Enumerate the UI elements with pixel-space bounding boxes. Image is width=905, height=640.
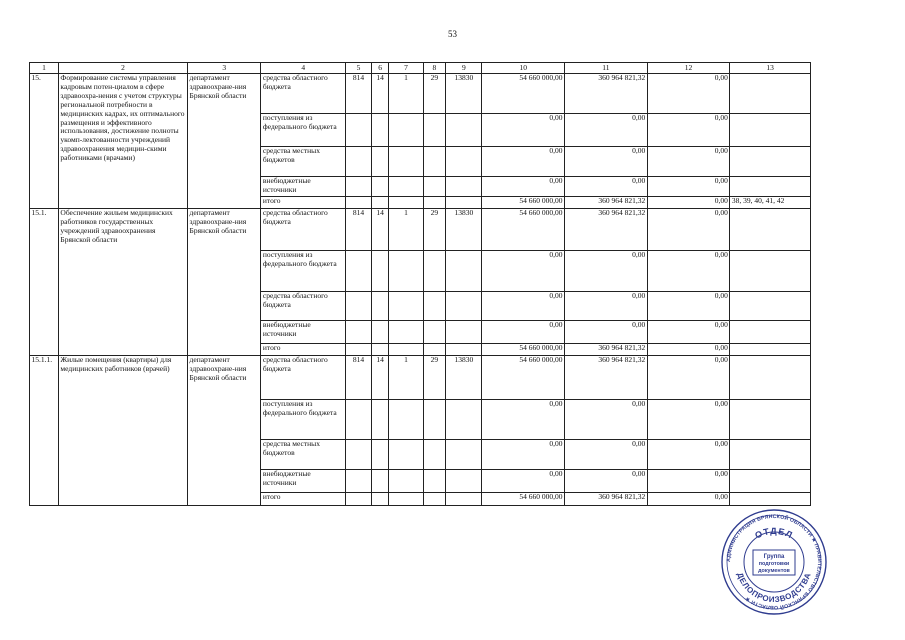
stamp-arc-top: ОТДЕЛ <box>753 525 795 541</box>
cell-col-8 <box>423 177 446 197</box>
section-title: Жилые помещения (квартиры) для медицинских работников (врачей) <box>58 356 187 506</box>
cell-col-12: 0,00 <box>647 74 730 114</box>
cell-col-9: 13830 <box>446 74 482 114</box>
cell-col-11: 360 964 821,32 <box>565 344 648 356</box>
header-cell: 13 <box>730 63 811 74</box>
table-row <box>30 209 811 251</box>
cell-col-9 <box>446 470 482 493</box>
section-number: 15.1. <box>30 209 59 356</box>
executor: департамент здравоохране-ния Брянской области <box>188 74 261 209</box>
cell-col-5: 814 <box>346 209 372 251</box>
cell-col-7 <box>389 470 423 493</box>
executor: департамент здравоохране-ния Брянской области <box>188 209 261 356</box>
cell-col-5 <box>346 400 372 440</box>
cell-col-7 <box>389 197 423 209</box>
cell-col-8: 29 <box>423 356 446 400</box>
stamp-center-line: документов <box>758 568 790 574</box>
funding-source: поступления из федерального бюджета <box>261 251 346 292</box>
cell-col-9: 13830 <box>446 356 482 400</box>
cell-col-11: 0,00 <box>565 321 648 344</box>
department-stamp <box>720 508 828 616</box>
stamp-center-line: подготовки <box>758 561 790 567</box>
cell-col-7 <box>389 292 423 321</box>
cell-col-13 <box>730 114 811 147</box>
cell-col-7 <box>389 321 423 344</box>
funding-source: внебюджетные источники <box>261 177 346 197</box>
cell-col-11: 0,00 <box>565 114 648 147</box>
cell-col-9 <box>446 440 482 470</box>
cell-col-6: 14 <box>371 74 389 114</box>
header-cell: 7 <box>389 63 423 74</box>
cell-col-6 <box>371 493 389 506</box>
cell-col-11: 0,00 <box>565 177 648 197</box>
stamp-center-line: Группа <box>763 554 785 560</box>
cell-col-13 <box>730 251 811 292</box>
cell-col-7: 1 <box>389 209 423 251</box>
cell-col-11: 0,00 <box>565 251 648 292</box>
cell-col-8 <box>423 470 446 493</box>
cell-col-11: 0,00 <box>565 470 648 493</box>
funding-source: средства областного бюджета <box>261 292 346 321</box>
cell-col-8 <box>423 292 446 321</box>
funding-source: средства местных бюджетов <box>261 440 346 470</box>
funding-source: средства областного бюджета <box>261 74 346 114</box>
cell-col-6: 14 <box>371 356 389 400</box>
header-cell: 10 <box>482 63 565 74</box>
header-cell: 6 <box>371 63 389 74</box>
cell-col-10: 0,00 <box>482 177 565 197</box>
cell-col-7 <box>389 493 423 506</box>
page-number: 53 <box>448 29 457 39</box>
cell-col-5 <box>346 493 372 506</box>
cell-col-8 <box>423 400 446 440</box>
cell-col-8 <box>423 344 446 356</box>
header-cell: 9 <box>446 63 482 74</box>
cell-col-5: 814 <box>346 74 372 114</box>
section-title: Формирование системы управления кадровым потен-циалом в сфере здравоохра-нения с учетом структуры региональной потребности в медицинских кадрах, их оптимального размещения и эффективного использования, достижение полноты укомп-лектованности учреждений здравоохранения медицин-скими работниками (врачами) <box>58 74 187 209</box>
cell-col-13 <box>730 292 811 321</box>
cell-col-13 <box>730 209 811 251</box>
budget-table <box>29 62 811 506</box>
cell-col-6 <box>371 114 389 147</box>
cell-col-12: 0,00 <box>647 251 730 292</box>
cell-col-10: 54 660 000,00 <box>482 197 565 209</box>
cell-col-9 <box>446 292 482 321</box>
cell-col-12: 0,00 <box>647 400 730 440</box>
cell-col-6 <box>371 197 389 209</box>
cell-col-9 <box>446 400 482 440</box>
cell-col-12: 0,00 <box>647 356 730 400</box>
cell-col-5 <box>346 251 372 292</box>
cell-col-9 <box>446 321 482 344</box>
cell-col-8 <box>423 197 446 209</box>
cell-col-5 <box>346 440 372 470</box>
cell-col-6 <box>371 321 389 344</box>
cell-col-7 <box>389 400 423 440</box>
cell-col-10: 0,00 <box>482 114 565 147</box>
cell-col-8: 29 <box>423 209 446 251</box>
cell-col-6 <box>371 147 389 177</box>
cell-col-12: 0,00 <box>647 114 730 147</box>
cell-col-5 <box>346 470 372 493</box>
header-cell: 3 <box>188 63 261 74</box>
executor: департамент здравоохране-ния Брянской области <box>188 356 261 506</box>
cell-col-10: 0,00 <box>482 400 565 440</box>
section-number: 15.1.1. <box>30 356 59 506</box>
cell-col-10: 0,00 <box>482 147 565 177</box>
cell-col-10: 0,00 <box>482 292 565 321</box>
cell-col-8 <box>423 251 446 292</box>
header-row <box>30 63 811 74</box>
cell-col-13 <box>730 400 811 440</box>
cell-col-9: 13830 <box>446 209 482 251</box>
funding-source: внебюджетные источники <box>261 321 346 344</box>
table-row <box>30 356 811 400</box>
cell-col-11: 0,00 <box>565 147 648 177</box>
cell-col-10: 0,00 <box>482 470 565 493</box>
cell-col-6 <box>371 292 389 321</box>
cell-col-11: 360 964 821,32 <box>565 493 648 506</box>
stamp-outer-text: АДМИНИСТРАЦИЯ БРЯНСКОЙ ОБЛАСТИ ★ ПРАВИТЕЛЬСТВО БРЯНСКОЙ ОБЛАСТИ ★ <box>725 513 823 611</box>
cell-col-7: 1 <box>389 356 423 400</box>
cell-col-13 <box>730 440 811 470</box>
table-row <box>30 74 811 114</box>
cell-col-6: 14 <box>371 209 389 251</box>
funding-source: средства областного бюджета <box>261 356 346 400</box>
stamp-arc-bottom: ДЕЛОПРОИЗВОДСТВА <box>735 571 813 605</box>
cell-col-10: 54 660 000,00 <box>482 74 565 114</box>
cell-col-12: 0,00 <box>647 493 730 506</box>
cell-col-5 <box>346 177 372 197</box>
cell-col-12: 0,00 <box>647 177 730 197</box>
cell-col-11: 0,00 <box>565 400 648 440</box>
cell-col-8 <box>423 321 446 344</box>
cell-col-5 <box>346 344 372 356</box>
cell-col-9 <box>446 197 482 209</box>
cell-col-6 <box>371 177 389 197</box>
header-cell: 1 <box>30 63 59 74</box>
cell-col-5 <box>346 292 372 321</box>
cell-col-8: 29 <box>423 74 446 114</box>
funding-source: итого <box>261 197 346 209</box>
section-number: 15. <box>30 74 59 209</box>
cell-col-6 <box>371 400 389 440</box>
cell-col-11: 0,00 <box>565 292 648 321</box>
cell-col-9 <box>446 493 482 506</box>
cell-col-12: 0,00 <box>647 197 730 209</box>
cell-col-11: 0,00 <box>565 440 648 470</box>
cell-col-7 <box>389 147 423 177</box>
cell-col-13 <box>730 470 811 493</box>
funding-source: внебюджетные источники <box>261 470 346 493</box>
cell-col-10: 54 660 000,00 <box>482 209 565 251</box>
cell-col-10: 54 660 000,00 <box>482 493 565 506</box>
cell-col-10: 54 660 000,00 <box>482 344 565 356</box>
cell-col-13 <box>730 356 811 400</box>
cell-col-8 <box>423 493 446 506</box>
funding-source: итого <box>261 344 346 356</box>
cell-col-7 <box>389 344 423 356</box>
header-cell: 5 <box>346 63 372 74</box>
header-cell: 4 <box>261 63 346 74</box>
header-cell: 2 <box>58 63 187 74</box>
cell-col-5 <box>346 114 372 147</box>
cell-col-13 <box>730 74 811 114</box>
cell-col-11: 360 964 821,32 <box>565 356 648 400</box>
cell-col-11: 360 964 821,32 <box>565 74 648 114</box>
cell-col-11: 360 964 821,32 <box>565 197 648 209</box>
cell-col-11: 360 964 821,32 <box>565 209 648 251</box>
funding-source: поступления из федерального бюджета <box>261 400 346 440</box>
section-title: Обеспечение жильем медицинских работников государственных учреждений здравоохранения Брянской области <box>58 209 187 356</box>
cell-col-8 <box>423 147 446 177</box>
cell-col-6 <box>371 251 389 292</box>
cell-col-7 <box>389 177 423 197</box>
cell-col-8 <box>423 440 446 470</box>
cell-col-7 <box>389 440 423 470</box>
cell-col-12: 0,00 <box>647 321 730 344</box>
cell-col-12: 0,00 <box>647 292 730 321</box>
cell-col-5 <box>346 321 372 344</box>
cell-col-12: 0,00 <box>647 209 730 251</box>
cell-col-10: 54 660 000,00 <box>482 356 565 400</box>
funding-source: итого <box>261 493 346 506</box>
cell-col-7 <box>389 251 423 292</box>
cell-col-13 <box>730 321 811 344</box>
cell-col-13 <box>730 344 811 356</box>
cell-col-8 <box>423 114 446 147</box>
cell-col-12: 0,00 <box>647 440 730 470</box>
cell-col-6 <box>371 440 389 470</box>
cell-col-13 <box>730 493 811 506</box>
cell-col-9 <box>446 344 482 356</box>
cell-col-9 <box>446 147 482 177</box>
cell-col-7: 1 <box>389 74 423 114</box>
cell-col-12: 0,00 <box>647 470 730 493</box>
header-cell: 11 <box>565 63 648 74</box>
cell-col-13 <box>730 147 811 177</box>
funding-source: средства местных бюджетов <box>261 147 346 177</box>
header-cell: 8 <box>423 63 446 74</box>
cell-col-13 <box>730 177 811 197</box>
cell-col-13: 38, 39, 40, 41, 42 <box>730 197 811 209</box>
cell-col-9 <box>446 251 482 292</box>
cell-col-9 <box>446 114 482 147</box>
cell-col-6 <box>371 344 389 356</box>
cell-col-9 <box>446 177 482 197</box>
funding-source: средства областного бюджета <box>261 209 346 251</box>
cell-col-5 <box>346 197 372 209</box>
cell-col-12: 0,00 <box>647 344 730 356</box>
cell-col-10: 0,00 <box>482 321 565 344</box>
cell-col-5 <box>346 147 372 177</box>
funding-source: поступления из федерального бюджета <box>261 114 346 147</box>
cell-col-7 <box>389 114 423 147</box>
cell-col-6 <box>371 470 389 493</box>
cell-col-12: 0,00 <box>647 147 730 177</box>
cell-col-10: 0,00 <box>482 440 565 470</box>
header-cell: 12 <box>647 63 730 74</box>
cell-col-5: 814 <box>346 356 372 400</box>
cell-col-10: 0,00 <box>482 251 565 292</box>
